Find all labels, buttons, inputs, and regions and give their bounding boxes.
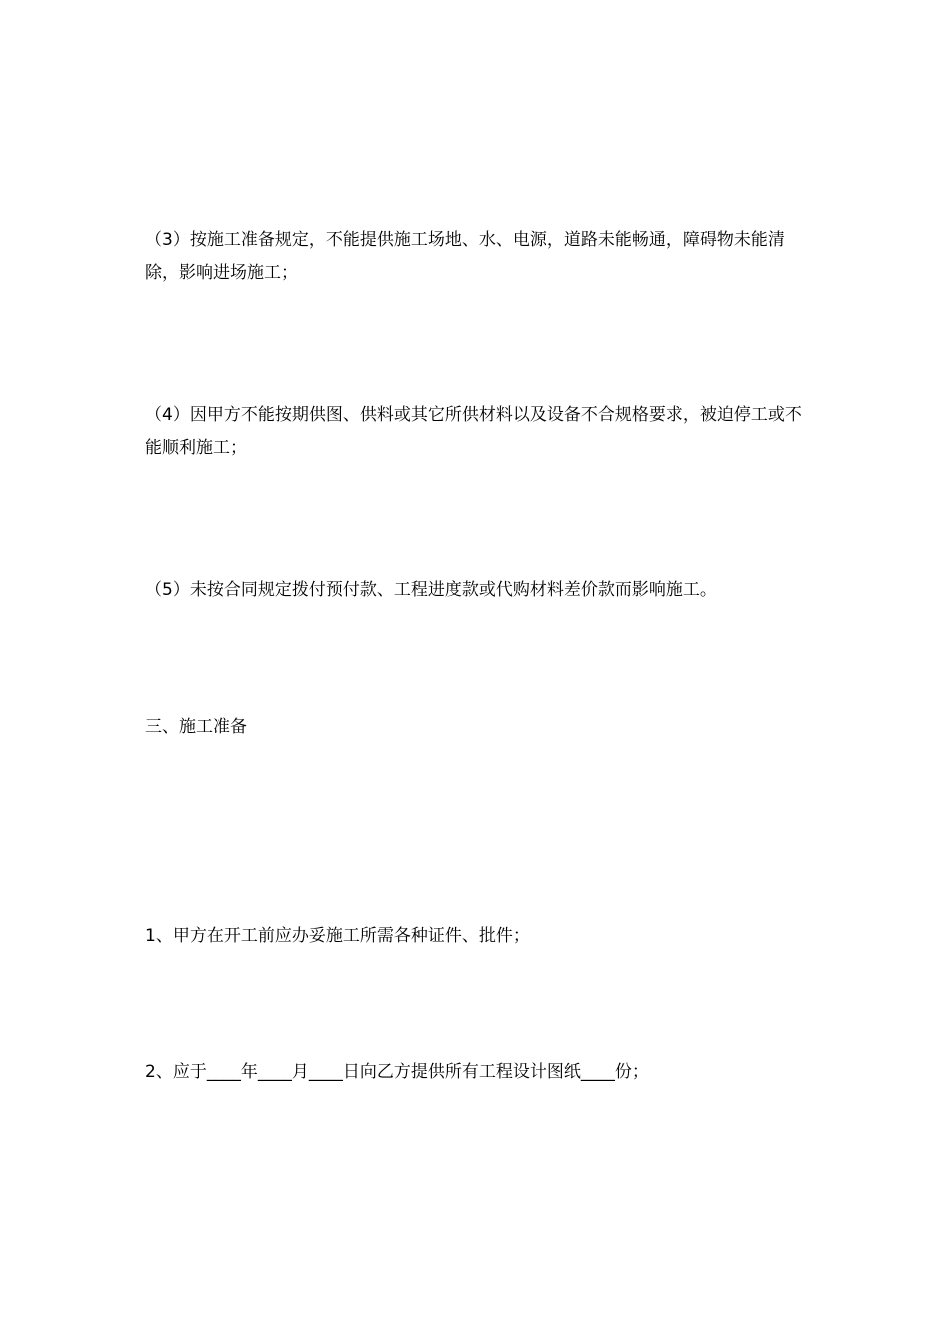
list-item: 1、甲方在开工前应办妥施工所需各种证件、批件； bbox=[145, 926, 530, 946]
clause-paragraph-5: （5）未按合同规定拨付预付款、工程进度款或代购材料差价款而影响施工。 bbox=[145, 580, 717, 600]
clause-paragraph-4: （4）因甲方不能按期供图、供料或其它所供材料以及设备不合规格要求，被迫停工或不能顺利施工； bbox=[145, 405, 802, 458]
section-heading: 三、施工准备 bbox=[145, 717, 247, 737]
clause-paragraph-3: （3）按施工准备规定，不能提供施工场地、水、电源，道路未能畅通，障碍物未能清除，影响进场施工； bbox=[145, 230, 785, 283]
list-item: 2、应于____年____月____日向乙方提供所有工程设计图纸____份； bbox=[145, 1062, 649, 1082]
